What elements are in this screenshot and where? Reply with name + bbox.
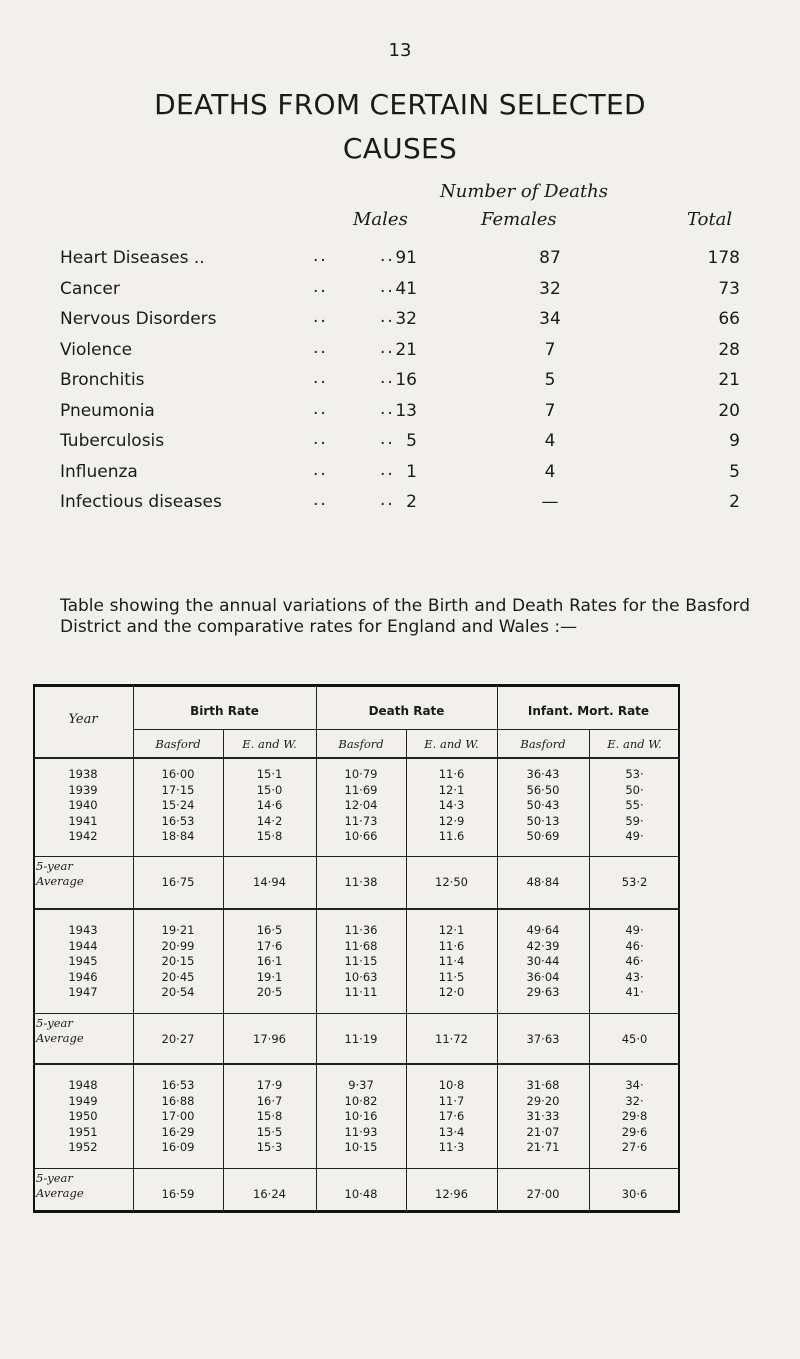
rate-cell: 27·6 xyxy=(621,1140,648,1155)
rate-cell: 55· xyxy=(625,798,644,813)
average-cell: 53·2 xyxy=(621,875,648,889)
leader-dots: .. xyxy=(380,276,395,297)
rate-cell: 12·0 xyxy=(438,985,465,1000)
cause-row xyxy=(60,398,740,425)
rate-cell: 15·0 xyxy=(256,782,283,797)
deaths-group-header: Number of Deaths xyxy=(440,181,609,202)
cause-row xyxy=(60,337,740,364)
rate-cell: 16·7 xyxy=(256,1093,283,1108)
average-divider xyxy=(33,1013,680,1014)
year-cell: 1938 xyxy=(68,767,98,781)
rate-cell: 16·00 xyxy=(161,767,195,781)
rates-intro-text: Table showing the annual variations of the Birth and Death Rates for the Basford District and the comparative rates for England and Wales :— xyxy=(60,596,750,637)
col-header-total: Total xyxy=(687,209,733,230)
rate-cell: 15·5 xyxy=(256,1124,283,1139)
total-count: 9 xyxy=(729,431,740,451)
total-count: 66 xyxy=(718,309,740,329)
average-cell: 11·38 xyxy=(344,875,378,889)
rate-cell: 16·1 xyxy=(256,954,283,969)
females-count: 5 xyxy=(544,370,556,390)
males-count: 91 xyxy=(395,248,417,268)
rate-cell: 50· xyxy=(625,782,644,797)
cause-name: Cancer xyxy=(60,278,120,299)
rate-cell: 11·5 xyxy=(438,969,465,984)
rate-cell: 18·84 xyxy=(161,829,195,844)
leader-dots: .. xyxy=(313,368,328,388)
cause-name: Nervous Disorders xyxy=(60,309,217,329)
rate-cell: 46· xyxy=(625,938,644,953)
average-divider xyxy=(33,856,680,857)
females-count: 7 xyxy=(544,400,556,421)
leader-dots: .. xyxy=(380,307,395,327)
total-count: 5 xyxy=(729,461,740,482)
average-cell: 48·84 xyxy=(526,875,560,889)
sub-header: Basford xyxy=(155,737,201,751)
rate-cell: 49·64 xyxy=(526,923,560,937)
rate-cell: 10·15 xyxy=(344,1140,378,1155)
males-count: 16 xyxy=(395,370,417,390)
average-label: Average xyxy=(36,874,84,888)
rate-cell: 12·1 xyxy=(438,923,465,937)
rate-cell: 9·37 xyxy=(348,1078,374,1092)
rate-cell: 16·53 xyxy=(161,813,195,828)
cause-row xyxy=(60,248,740,272)
rate-cell: 12·9 xyxy=(438,813,465,828)
rate-cell: 16·09 xyxy=(161,1140,195,1155)
rate-cell: 11.6 xyxy=(438,829,465,844)
block-bottom-rule xyxy=(33,1063,680,1065)
leader-dots: .. xyxy=(380,490,395,510)
rate-cell: 11·68 xyxy=(344,938,378,953)
rate-cell: 17·15 xyxy=(161,782,195,797)
sub-header: E. and W. xyxy=(242,737,297,751)
leader-dots: .. xyxy=(380,246,395,266)
average-label: Average xyxy=(36,1031,84,1045)
leader-dots: .. xyxy=(380,429,395,449)
cause-row xyxy=(60,276,740,303)
rate-cell: 29·63 xyxy=(526,985,560,1000)
rate-cell: 29·20 xyxy=(526,1093,560,1108)
rate-cell: 19·1 xyxy=(256,969,283,984)
rate-cell: 15·3 xyxy=(256,1140,283,1155)
total-count: 178 xyxy=(707,248,740,268)
females-count: 4 xyxy=(544,461,556,482)
females-count: 34 xyxy=(539,309,561,329)
rate-cell: 53· xyxy=(625,767,644,781)
cause-name: Bronchitis xyxy=(60,370,145,390)
average-divider xyxy=(33,1168,680,1169)
rate-cell: 29·6 xyxy=(621,1124,648,1139)
rate-cell: 50·69 xyxy=(526,829,560,844)
leader-dots: .. xyxy=(313,307,328,327)
rate-cell: 14·6 xyxy=(256,798,283,813)
year-cell: 1944 xyxy=(68,938,98,953)
rate-cell: 11·3 xyxy=(438,1140,465,1155)
cause-row xyxy=(60,370,740,394)
leader-dots: .. xyxy=(313,490,328,510)
rate-cell: 11·11 xyxy=(344,985,378,1000)
males-count: 21 xyxy=(395,339,417,360)
average-cell: 10·48 xyxy=(344,1187,378,1201)
rate-cell: 46· xyxy=(625,954,644,969)
leader-dots: .. xyxy=(380,337,395,358)
rate-cell: 32· xyxy=(625,1093,644,1108)
rate-cell: 13·4 xyxy=(438,1124,465,1139)
year-header: Year xyxy=(68,712,98,727)
rate-cell: 11·6 xyxy=(438,938,465,953)
cause-row xyxy=(60,309,740,333)
cause-name: Infectious diseases xyxy=(60,492,222,512)
average-cell: 20·27 xyxy=(161,1032,195,1046)
average-label: 5-year xyxy=(36,859,73,873)
group-header: Birth Rate xyxy=(190,704,259,718)
rate-cell: 17·6 xyxy=(256,938,283,953)
rate-cell: 16·29 xyxy=(161,1124,195,1139)
average-cell: 11·19 xyxy=(344,1032,378,1046)
leader-dots: .. xyxy=(380,368,395,388)
year-cell: 1946 xyxy=(68,969,98,984)
rate-cell: 10·82 xyxy=(344,1093,378,1108)
year-cell: 1940 xyxy=(68,798,98,813)
sub-header: Basford xyxy=(338,737,384,751)
leader-dots: .. xyxy=(313,398,328,419)
rate-cell: 12·1 xyxy=(438,782,465,797)
rate-cell: 11·7 xyxy=(438,1093,465,1108)
rate-cell: 20·99 xyxy=(161,938,195,953)
total-count: 21 xyxy=(718,370,740,390)
leader-dots: .. xyxy=(313,459,328,480)
year-cell: 1951 xyxy=(68,1124,98,1139)
rate-cell: 31·68 xyxy=(526,1078,560,1092)
average-cell: 30·6 xyxy=(621,1187,648,1201)
rate-cell: 17·6 xyxy=(438,1109,465,1124)
average-cell: 17·96 xyxy=(253,1032,286,1046)
males-count: 32 xyxy=(395,309,417,329)
rate-cell: 16·88 xyxy=(161,1093,195,1108)
rate-cell: 43· xyxy=(625,969,644,984)
total-count: 28 xyxy=(718,339,740,360)
rate-cell: 50·13 xyxy=(526,813,560,828)
sub-header: E. and W. xyxy=(607,737,662,751)
leader-dots: .. xyxy=(313,337,328,358)
year-cell: 1943 xyxy=(68,923,98,937)
cause-name: Violence xyxy=(60,339,133,360)
average-cell: 16·24 xyxy=(253,1187,286,1201)
page-title-line2: CAUSES xyxy=(342,132,458,165)
page-number: 13 xyxy=(388,40,412,61)
average-cell: 11·72 xyxy=(435,1032,468,1046)
cause-name: Tuberculosis xyxy=(60,431,165,451)
rate-cell: 50·43 xyxy=(526,798,560,813)
total-count: 2 xyxy=(729,492,740,512)
group-header: Death Rate xyxy=(368,704,445,718)
col-header-males: Males xyxy=(353,209,408,230)
average-cell: 16·59 xyxy=(161,1187,195,1201)
rate-cell: 11·93 xyxy=(344,1124,378,1139)
rate-cell: 10·66 xyxy=(344,829,378,844)
rate-cell: 15·24 xyxy=(161,798,195,813)
rate-cell: 16·5 xyxy=(256,923,283,937)
group-header: Infant. Mort. Rate xyxy=(527,704,650,718)
average-cell: 12·50 xyxy=(435,875,468,889)
leader-dots: .. xyxy=(313,276,328,297)
year-cell: 1945 xyxy=(68,954,98,969)
average-cell: 45·0 xyxy=(621,1032,648,1046)
rate-cell: 15·1 xyxy=(256,767,283,781)
total-count: 20 xyxy=(718,400,740,421)
rate-cell: 59· xyxy=(625,813,644,828)
sub-header: Basford xyxy=(520,737,566,751)
average-label: 5-year xyxy=(36,1016,73,1030)
average-cell: 12·96 xyxy=(435,1187,468,1201)
leader-dots: .. xyxy=(380,398,395,419)
males-count: 13 xyxy=(395,400,417,421)
males-count: 5 xyxy=(406,431,417,451)
rate-cell: 41· xyxy=(625,985,644,1000)
page-title-line1: DEATHS FROM CERTAIN SELECTED xyxy=(154,88,646,121)
rate-cell: 36·43 xyxy=(526,767,560,781)
year-cell: 1947 xyxy=(68,985,98,1000)
block-bottom-rule xyxy=(33,908,680,910)
year-cell: 1952 xyxy=(68,1140,98,1155)
cause-name: Pneumonia xyxy=(60,400,155,421)
rate-cell: 20·5 xyxy=(256,985,283,1000)
rate-cell: 34· xyxy=(625,1078,644,1092)
rate-cell: 11·36 xyxy=(344,923,378,937)
males-count: 41 xyxy=(395,278,417,299)
rate-cell: 11·73 xyxy=(344,813,378,828)
rate-cell: 20·45 xyxy=(161,969,195,984)
rate-cell: 10·8 xyxy=(438,1078,465,1092)
rate-cell: 14·2 xyxy=(256,813,283,828)
rate-cell: 15·8 xyxy=(256,1109,283,1124)
average-cell: 37·63 xyxy=(526,1032,560,1046)
rate-cell: 21·07 xyxy=(526,1124,560,1139)
year-cell: 1939 xyxy=(68,782,98,797)
leader-dots: .. xyxy=(313,429,328,449)
females-count: 32 xyxy=(539,278,561,299)
rate-cell: 31·33 xyxy=(526,1109,560,1124)
average-label: 5-year xyxy=(36,1171,73,1185)
rate-cell: 20·54 xyxy=(161,985,195,1000)
rate-cell: 16·53 xyxy=(161,1078,195,1092)
year-cell: 1942 xyxy=(68,829,98,844)
rate-cell: 11·15 xyxy=(344,954,378,969)
rate-cell: 10·16 xyxy=(344,1109,378,1124)
average-cell: 14·94 xyxy=(253,875,286,889)
rate-cell: 15·8 xyxy=(256,829,283,844)
rate-cell: 11·6 xyxy=(438,767,465,781)
rate-cell: 30·44 xyxy=(526,954,560,969)
rate-cell: 14·3 xyxy=(438,798,465,813)
rate-cell: 21·71 xyxy=(526,1140,560,1155)
females-count: 7 xyxy=(544,339,556,360)
sub-header: E. and W. xyxy=(424,737,479,751)
rate-cell: 49· xyxy=(625,923,644,937)
total-count: 73 xyxy=(718,278,740,299)
rate-cell: 42·39 xyxy=(526,938,560,953)
males-count: 1 xyxy=(406,461,417,482)
rate-cell: 17·00 xyxy=(161,1109,195,1124)
rate-cell: 17·9 xyxy=(256,1078,283,1092)
cause-row xyxy=(60,492,740,516)
rate-cell: 10·63 xyxy=(344,969,378,984)
rate-cell: 10·79 xyxy=(344,767,378,781)
rate-cell: 11·69 xyxy=(344,782,378,797)
rate-cell: 19·21 xyxy=(161,923,195,937)
males-count: 2 xyxy=(406,492,417,512)
females-count: — xyxy=(541,492,559,512)
rate-cell: 11·4 xyxy=(438,954,465,969)
cause-name: Influenza xyxy=(60,461,138,482)
cause-row xyxy=(60,431,740,455)
females-count: 87 xyxy=(539,248,561,268)
rate-cell: 56·50 xyxy=(526,782,560,797)
header-bottom-rule xyxy=(33,757,680,759)
year-cell: 1949 xyxy=(68,1093,98,1108)
year-cell: 1941 xyxy=(68,813,98,828)
rate-cell: 12·04 xyxy=(344,798,378,813)
leader-dots: .. xyxy=(313,246,328,266)
rate-cell: 36·04 xyxy=(526,969,560,984)
rate-cell: 49· xyxy=(625,829,644,844)
average-cell: 27·00 xyxy=(526,1187,560,1201)
rate-cell: 20·15 xyxy=(161,954,195,969)
average-label: Average xyxy=(36,1186,84,1200)
leader-dots: .. xyxy=(380,459,395,480)
year-cell: 1950 xyxy=(68,1109,98,1124)
females-count: 4 xyxy=(544,431,556,451)
rate-cell: 29·8 xyxy=(621,1109,648,1124)
col-header-females: Females xyxy=(481,209,557,230)
year-cell: 1948 xyxy=(68,1078,98,1092)
cause-row xyxy=(60,459,740,486)
cause-name: Heart Diseases .. xyxy=(60,248,205,268)
average-cell: 16·75 xyxy=(161,875,195,889)
